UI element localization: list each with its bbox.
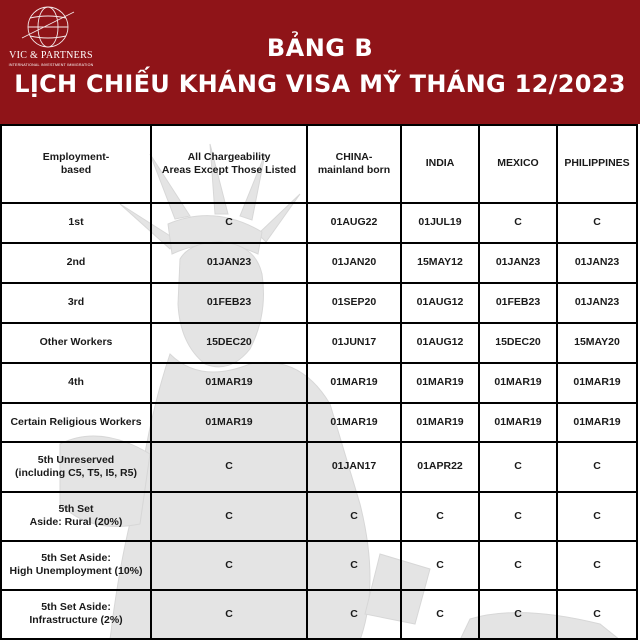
- date-cell: C: [557, 442, 637, 491]
- date-cell: 01MAR19: [557, 363, 637, 403]
- date-cell: 01MAR19: [557, 403, 637, 443]
- date-cell: C: [479, 492, 557, 541]
- column-header: MEXICO: [479, 125, 557, 203]
- date-cell: C: [479, 203, 557, 243]
- date-cell: C: [401, 541, 479, 590]
- date-cell: C: [557, 492, 637, 541]
- date-cell: 01AUG12: [401, 323, 479, 363]
- date-cell: C: [479, 590, 557, 639]
- date-cell: 01JAN23: [151, 243, 307, 283]
- date-cell: C: [401, 492, 479, 541]
- date-cell: C: [557, 541, 637, 590]
- date-cell: 01FEB23: [479, 283, 557, 323]
- category-cell: 5th Unreserved (including C5, T5, I5, R5): [1, 442, 151, 491]
- table-row: [1, 243, 637, 283]
- table-row: [1, 541, 637, 590]
- category-cell: Other Workers: [1, 323, 151, 363]
- date-cell: C: [557, 590, 637, 639]
- date-cell: C: [479, 541, 557, 590]
- category-cell: 5th Set Aside: High Unemployment (10%): [1, 541, 151, 590]
- column-header: Employment- based: [1, 125, 151, 203]
- date-cell: 01MAR19: [401, 363, 479, 403]
- date-cell: 01JAN20: [307, 243, 401, 283]
- date-cell: 01JAN23: [557, 243, 637, 283]
- date-cell: C: [151, 442, 307, 491]
- title-line-2: LỊCH CHIẾU KHÁNG VISA MỸ THÁNG 12/2023: [14, 70, 626, 98]
- brand-name: VIC & PARTNERS: [9, 50, 93, 61]
- category-cell: Certain Religious Workers: [1, 403, 151, 443]
- date-cell: 01SEP20: [307, 283, 401, 323]
- date-cell: 01JUN17: [307, 323, 401, 363]
- table-row: [1, 442, 637, 491]
- date-cell: 01FEB23: [151, 283, 307, 323]
- date-cell: C: [307, 492, 401, 541]
- table-row: [1, 363, 637, 403]
- date-cell: 01MAR19: [401, 403, 479, 443]
- visa-bulletin-table: [0, 124, 638, 640]
- category-cell: 1st: [1, 203, 151, 243]
- date-cell: C: [151, 492, 307, 541]
- table-row: [1, 492, 637, 541]
- date-cell: 01AUG22: [307, 203, 401, 243]
- category-cell: 5th Set Aside: Infrastructure (2%): [1, 590, 151, 639]
- table-header-row: [1, 125, 637, 203]
- date-cell: 01MAR19: [479, 363, 557, 403]
- brand-tagline: INTERNATIONAL INVESTMENT IMMIGRATION: [8, 63, 94, 67]
- date-cell: C: [307, 541, 401, 590]
- date-cell: C: [479, 442, 557, 491]
- header-banner: [0, 0, 640, 124]
- date-cell: C: [151, 541, 307, 590]
- date-cell: C: [151, 590, 307, 639]
- table-row: [1, 283, 637, 323]
- date-cell: 15MAY12: [401, 243, 479, 283]
- date-cell: 01JAN23: [479, 243, 557, 283]
- date-cell: 01MAR19: [307, 363, 401, 403]
- date-cell: 01APR22: [401, 442, 479, 491]
- table-row: [1, 203, 637, 243]
- category-cell: 3rd: [1, 283, 151, 323]
- category-cell: 4th: [1, 363, 151, 403]
- date-cell: C: [401, 590, 479, 639]
- date-cell: 15DEC20: [151, 323, 307, 363]
- column-header: CHINA- mainland born: [307, 125, 401, 203]
- column-header: PHILIPPINES: [557, 125, 637, 203]
- date-cell: 01AUG12: [401, 283, 479, 323]
- date-cell: 01JAN17: [307, 442, 401, 491]
- date-cell: 01MAR19: [151, 363, 307, 403]
- category-cell: 5th Set Aside: Rural (20%): [1, 492, 151, 541]
- date-cell: C: [557, 203, 637, 243]
- date-cell: 01MAR19: [151, 403, 307, 443]
- date-cell: 15DEC20: [479, 323, 557, 363]
- table-row: [1, 403, 637, 443]
- date-cell: 01JAN23: [557, 283, 637, 323]
- date-cell: 01MAR19: [479, 403, 557, 443]
- date-cell: 01MAR19: [307, 403, 401, 443]
- column-header: INDIA: [401, 125, 479, 203]
- column-header: All Chargeability Areas Except Those Listed: [151, 125, 307, 203]
- table-row: [1, 323, 637, 363]
- date-cell: C: [151, 203, 307, 243]
- title-line-1: BẢNG B: [266, 34, 374, 62]
- date-cell: C: [307, 590, 401, 639]
- date-cell: 15MAY20: [557, 323, 637, 363]
- date-cell: 01JUL19: [401, 203, 479, 243]
- table-row: [1, 590, 637, 639]
- category-cell: 2nd: [1, 243, 151, 283]
